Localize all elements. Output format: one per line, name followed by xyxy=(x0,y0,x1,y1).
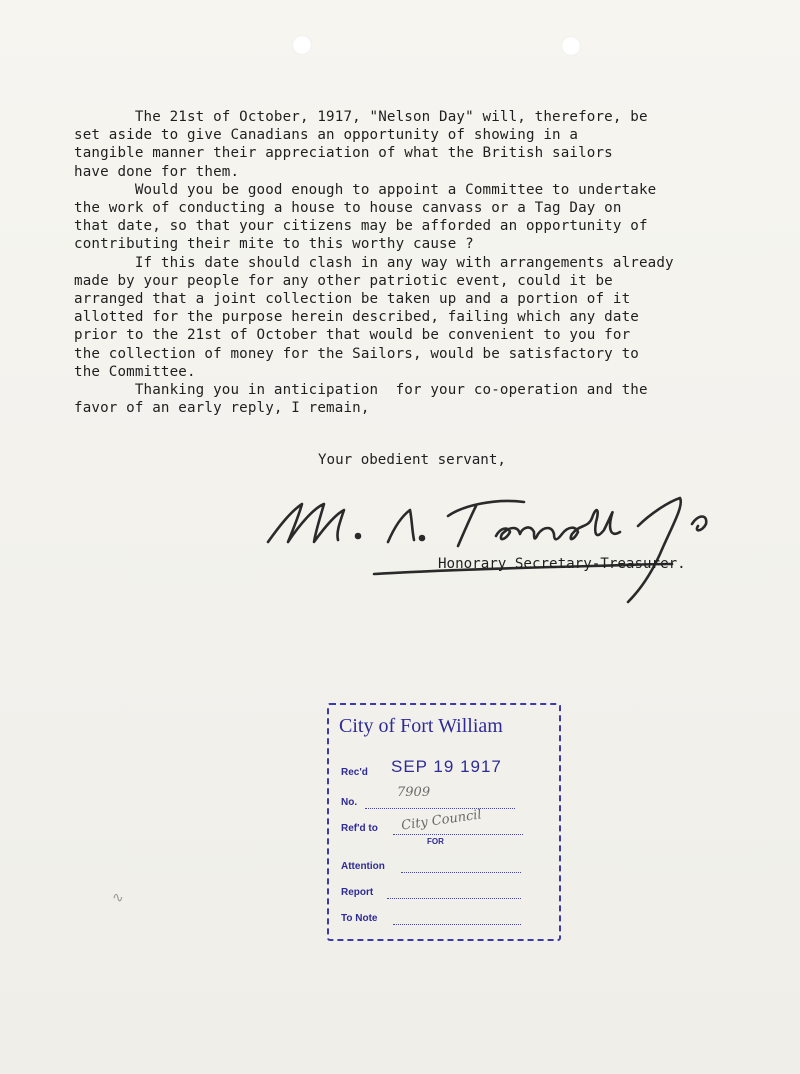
paragraph-nelson-day: The 21st of October, 1917, "Nelson Day" will, therefore, be set aside to give Canadians an opportunity of showing in a tangible manner their appreciation of what the British sailors have done for them. xyxy=(74,109,648,180)
stamp-report-line xyxy=(387,897,521,899)
stamp-number-line xyxy=(365,807,515,809)
stamp-referred-value: City Council xyxy=(400,807,483,834)
signature-drawing xyxy=(262,484,752,614)
stamp-attention-line xyxy=(401,871,521,873)
closing-line: Your obedient servant, xyxy=(318,452,506,468)
stamp-report-label: Report xyxy=(341,887,374,898)
stamp-title: City of Fort William xyxy=(339,715,503,737)
stamp-for-label: FOR xyxy=(427,837,444,846)
stamp-received-label: Rec'd xyxy=(341,767,368,778)
pencil-mark: ∿ xyxy=(112,890,124,906)
stamp-attention-label: Attention xyxy=(341,861,385,872)
stamp-number-label: No. xyxy=(341,797,358,808)
punch-hole-right xyxy=(561,36,581,56)
paragraph-committee-request: Would you be good enough to appoint a Committee to undertake the work of conducting a house to house canvass or a Tag Day on that date, so that your citizens may be afforded an opportunity of contributing their mite to this worthy cause ? xyxy=(74,181,657,253)
letter-body xyxy=(74,108,734,417)
paragraph-thanks: Thanking you in anticipation for your co-operation and the favor of an early reply, I remain, xyxy=(74,382,648,417)
punch-hole-left xyxy=(292,35,312,55)
signatory-title: Honorary Secretary-Treasurer. xyxy=(438,556,686,572)
stamp-number-value: 7909 xyxy=(397,785,431,800)
stamp-referred-line xyxy=(393,833,523,835)
received-stamp xyxy=(327,703,561,941)
stamp-received-date: SEP 19 1917 xyxy=(391,757,502,776)
stamp-to-note-line xyxy=(393,923,521,925)
handwritten-signature xyxy=(262,484,752,614)
stamp-referred-label: Ref'd to xyxy=(341,823,378,834)
paragraph-date-clash: If this date should clash in any way with arrangements already made by your people for any other patriotic event, could it be arranged that a joint collection be taken up and a portion of it allotted for the purpose herein described, failing which any date prior to the 21st of October that would be convenient to you for the collection of money for the Sailors, would be satisfactory to the Committee. xyxy=(74,254,674,380)
stamp-to-note-label: To Note xyxy=(341,913,378,924)
